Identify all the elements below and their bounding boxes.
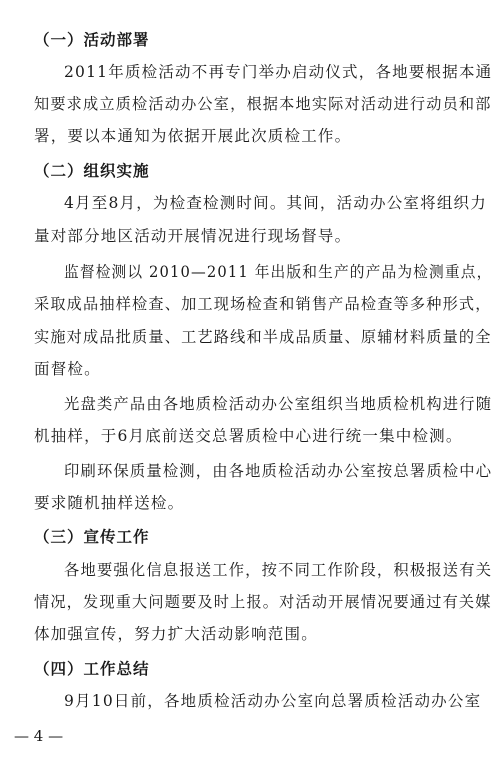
paragraph-line: 情况，发现重大问题要及时上报。对活动开展情况要通过有关媒	[34, 593, 492, 611]
paragraph-line: 各地要强化信息报送工作，按不同工作阶段，积极报送有关	[64, 561, 493, 579]
paragraph-line: 9月10日前，各地质检活动办公室向总署质检活动办公室	[64, 692, 482, 710]
page-number: — 4 —	[14, 727, 64, 745]
paragraph-line: 光盘类产品由各地质检活动办公室组织当地质检机构进行随	[64, 395, 493, 413]
paragraph-line: 量对部分地区活动开展情况进行现场督导。	[34, 227, 352, 245]
paragraph-line: 4月至8月，为检查检测时间。其间，活动办公室将组织力	[64, 194, 487, 212]
section-heading-4: （四）工作总结	[34, 659, 150, 678]
paragraph-line: 知要求成立质检活动办公室，根据本地实际对活动进行动员和部	[34, 95, 492, 113]
section-heading-2: （二）组织实施	[34, 161, 150, 180]
paragraph-line: 体加强宣传，努力扩大活动影响范围。	[34, 625, 318, 643]
paragraph-line: 2011年质检活动不再专门举办启动仪式，各地要根据本通	[64, 63, 493, 81]
paragraph-line: 监督检测以 2010—2011 年出版和生产的产品为检测重点，	[64, 263, 493, 281]
paragraph-line: 要求随机抽样送检。	[34, 494, 185, 512]
paragraph-line: 面督检。	[34, 360, 101, 378]
section-heading-1: （一）活动部署	[34, 30, 150, 49]
section-heading-3: （三）宣传工作	[34, 527, 150, 546]
paragraph-line: 印刷环保质量检测，由各地质检活动办公室按总署质检中心	[64, 462, 493, 480]
paragraph-line: 署，要以本通知为依据开展此次质检工作。	[34, 127, 352, 145]
paragraph-line: 实施对成品批质量、工艺路线和半成品质量、原辅材料质量的全	[34, 328, 492, 346]
paragraph-line: 采取成品抽样检查、加工现场检查和销售产品检查等多种形式，	[34, 295, 492, 313]
paragraph-line: 机抽样，于6月底前送交总署质检中心进行统一集中检测。	[34, 427, 463, 445]
